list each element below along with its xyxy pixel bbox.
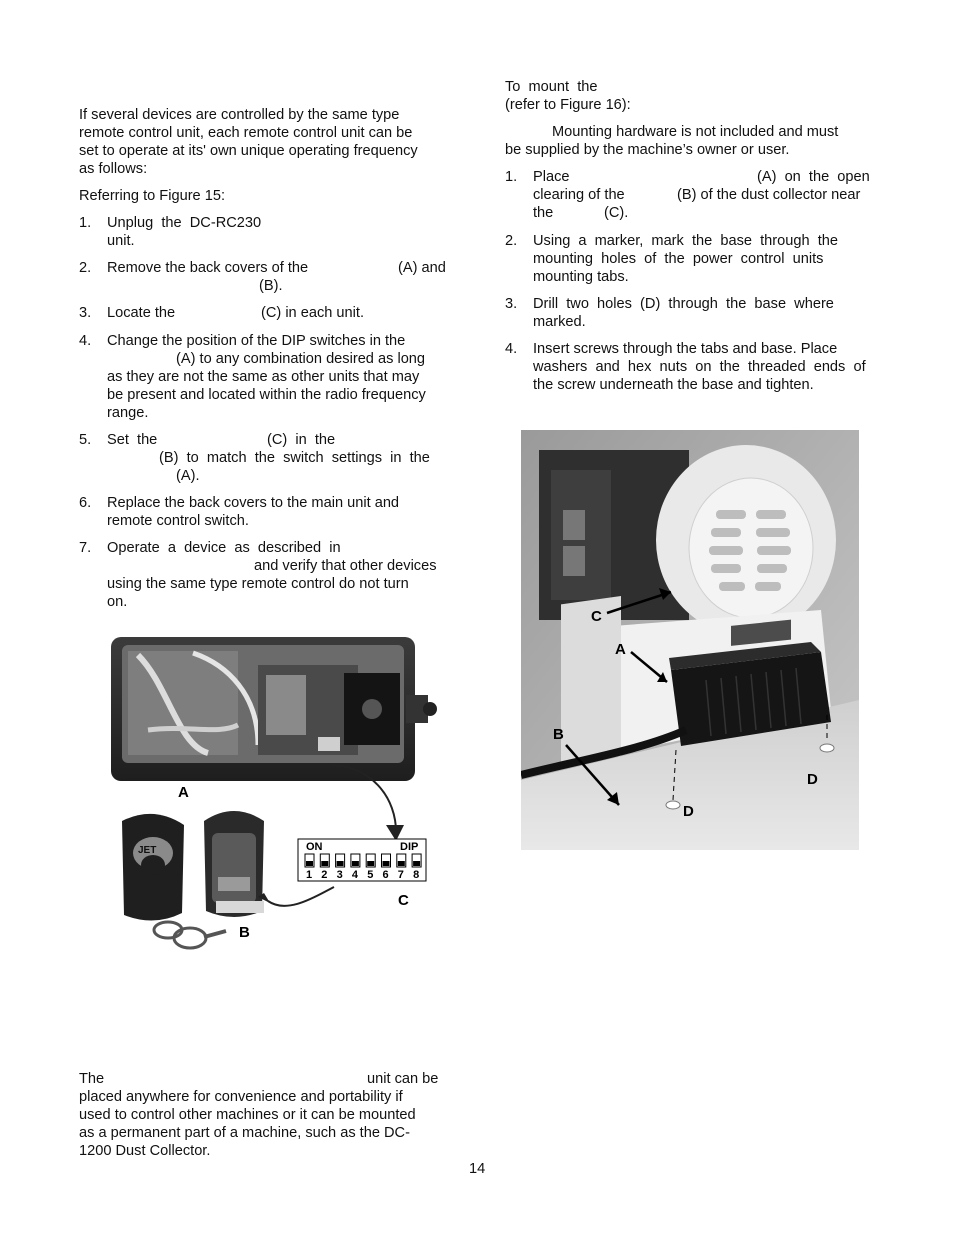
dip-number: 1 [306,869,313,881]
figure-16-label-a: A [615,641,626,658]
step-text: (C) in each unit. [261,305,365,321]
step-line: range. [107,405,149,421]
step-text: (B). [259,278,283,294]
hardware-note [505,123,875,159]
intro-line: set to operate at its' own unique operating frequency [79,143,418,159]
step-text: (A) on the open [757,169,870,185]
key-fob-open-photo [204,811,264,917]
bottom-line: placed anywhere for convenience and portability if [79,1089,403,1105]
dip-switch-knob [398,861,405,866]
step-line: marked. [533,314,586,330]
step-line: mounting tabs. [533,269,629,285]
dip-switch-diagram [298,839,426,881]
bottom-line: 1200 Dust Collector. [79,1143,211,1159]
step-text: Remove the back covers of the [107,260,309,276]
step-line: be present and located within the radio frequency [107,387,426,403]
figure-15-label-b: B [239,924,250,941]
figure-15-remote-control-photo [108,625,448,955]
step-line: Drill two holes (D) through the base where [533,296,834,312]
note-line: Mounting hardware is not included and must [552,124,839,140]
fob-brand: JET [138,845,157,856]
motor-photo [656,445,836,635]
dip-number: 4 [351,869,359,881]
intro-line: as follows: [79,161,148,177]
step-text [107,494,448,530]
mount-heading: (refer to Figure 16): [505,97,631,113]
figure-16-label-b: B [553,726,564,743]
step-number: 5. [79,432,92,448]
bottom-line: as a permanent part of a machine, such as the DC- [79,1125,410,1141]
step-line: the screw underneath the base and tighten. [533,377,814,393]
step-text [533,295,875,331]
dip-switch-knob [306,861,313,866]
step-number: 6. [79,495,92,511]
step-text: Operate a device as described in [107,540,341,556]
step-text [107,575,448,611]
step-line: remote control switch. [107,513,249,529]
dip-number: 2 [321,869,328,881]
figure-16-label-d: D [807,771,818,788]
dip-number: 6 [382,869,389,881]
figure-16-label-c: C [591,608,602,625]
step-number: 4. [505,341,518,357]
figure-reference: Referring to Figure 15: [79,188,226,204]
figure-16-label-d: D [683,803,694,820]
intro-line: remote control unit, each remote control unit can be [79,125,413,141]
bottom-text: The [79,1071,105,1087]
intro-line: If several devices are controlled by the same type [79,107,400,123]
dip-switch-knob [367,861,374,866]
step-line: Insert screws through the tabs and base. Place [533,341,838,357]
step-number: 2. [79,260,92,276]
step-text: (A). [176,468,200,484]
step-text: (A) and [398,260,446,276]
step-text [107,332,448,422]
dip-switch-knob [383,861,390,866]
bottom-text: unit can be [367,1071,439,1087]
step-text: (B) of the dust collector near [677,187,861,203]
step-text [533,340,875,394]
dip-switch-knob [352,861,359,866]
page-number: 14 [469,1161,486,1177]
figure-15-label-a: A [178,784,189,801]
step-text: the [533,205,554,221]
step-line: Using a marker, mark the base through the [533,233,838,249]
step-text: (C). [604,205,629,221]
step-line: (A) to any combination desired as long [176,351,426,367]
step-number: 3. [79,305,92,321]
bottom-line: used to control other machines or it can be mounted [79,1107,416,1123]
step-text: unit. [107,233,135,249]
step-number: 1. [79,215,92,231]
step-text: Place [533,169,570,185]
step-line: as they are not the same as other units that may [107,369,420,385]
step-text: clearing of the [533,187,625,203]
dip-switch-knob [413,861,420,866]
intro-paragraph [79,106,449,178]
step-line: washers and hex nuts on the threaded ends of [533,359,866,375]
figure-16-mounting-photo [521,430,859,850]
step-number: 2. [505,233,518,249]
dip-switch-knob [321,861,328,866]
figure-15-label-c: C [398,892,409,909]
step-text: Set the [107,432,158,448]
step-line: Change the position of the DIP switches in the [107,333,406,349]
dip-number: 5 [367,869,374,881]
step-line: using the same type remote control do not turn [107,576,409,592]
step-line: on. [107,594,128,610]
step-text: Unplug the DC-RC230 [107,215,262,231]
bottom-paragraph [79,1088,449,1160]
note-line: be supplied by the machine’s owner or user. [505,142,790,158]
step-number: 4. [79,333,92,349]
dip-number: 3 [336,869,343,881]
step-text: and verify that other devices [254,558,437,574]
step-number: 1. [505,169,518,185]
control-unit-a-photo [111,637,437,781]
dip-title-label: DIP [400,841,419,853]
dip-number: 8 [413,869,420,881]
step-number: 7. [79,540,92,556]
step-text: (B) to match the switch settings in the [159,450,430,466]
mount-heading: To mount the [505,79,598,95]
step-line: Replace the back covers to the main unit and [107,495,400,511]
step-text: Locate the [107,305,176,321]
dip-on-label: ON [306,841,323,853]
dip-switch-knob [337,861,344,866]
step-line: mounting holes of the power control units [533,251,824,267]
step-number: 3. [505,296,518,312]
step-text [533,232,875,286]
dip-number: 7 [397,869,404,881]
step-text: (C) in the [267,432,336,448]
